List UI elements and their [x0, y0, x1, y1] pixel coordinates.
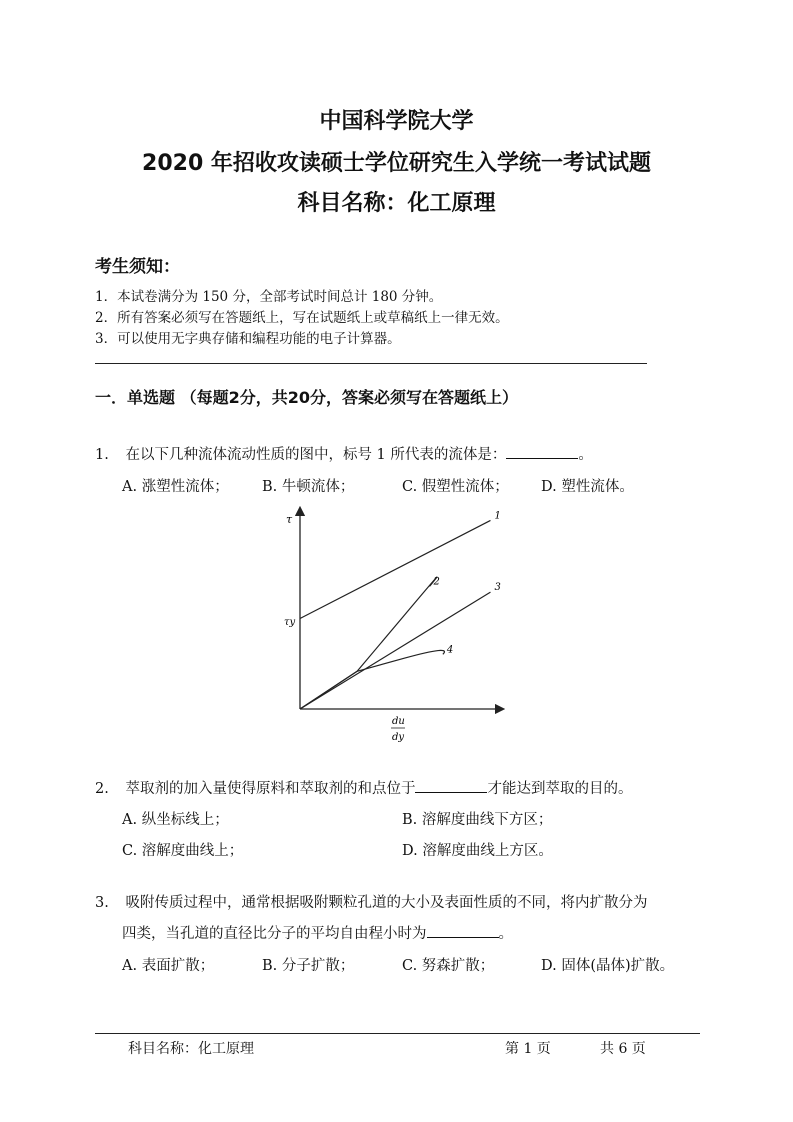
question-text: 吸附传质过程中，通常根据吸附颗粒孔道的大小及表面性质的不同，将内扩散分为: [125, 895, 648, 911]
question-number: 2.: [95, 781, 109, 797]
footer-page-number: 第 1 页: [505, 1041, 551, 1057]
footer-divider: [95, 1033, 700, 1034]
question-text: 四类，当孔道的直径比分子的平均自由程小时为: [122, 926, 427, 942]
option-d: D. 固体(晶体)扩散。: [541, 958, 675, 974]
option-d: D. 溶解度曲线上方区。: [402, 843, 553, 859]
series-1-label: 1: [494, 510, 501, 522]
series-1-line: [300, 520, 490, 618]
series-2-line: [300, 577, 437, 709]
question-3: [95, 891, 647, 912]
footer-subject: 科目名称：化工原理: [128, 1041, 254, 1057]
series-4-line: [300, 650, 444, 709]
option-b: B. 溶解度曲线下方区；: [402, 812, 553, 828]
option-d: D. 塑性流体。: [541, 479, 634, 495]
option-a: A. 纵坐标线上；: [122, 812, 229, 828]
x-axis-label-numerator: du: [392, 716, 405, 727]
series-2-label: 2: [433, 576, 440, 588]
option-b: B. 分子扩散；: [262, 958, 355, 974]
answer-blank: [506, 444, 578, 459]
option-c: C. 努森扩散；: [402, 958, 495, 974]
divider: [95, 363, 647, 364]
notice-item-3: 3．可以使用无字典存储和编程功能的电子计算器。: [95, 331, 401, 347]
notice-item-1: 1．本试卷满分为 150 分，全部考试时间总计 180 分钟。: [95, 289, 443, 305]
exam-title: 2020 年招收攻读硕士学位研究生入学统一考试试题: [142, 151, 651, 176]
answer-blank: [427, 923, 499, 938]
series-3-label: 3: [494, 582, 501, 594]
question-text-end: 。: [578, 447, 593, 463]
notice-heading: 考生须知：: [95, 257, 180, 277]
university-title: 中国科学院大学: [319, 109, 474, 134]
question-text-end: 才能达到萃取的目的。: [487, 781, 633, 797]
x-axis-label-denominator: dy: [392, 732, 405, 743]
series-3-line: [300, 592, 490, 709]
series-layer: [300, 510, 501, 709]
option-a: A. 表面扩散；: [122, 958, 215, 974]
notice-item-2: 2．所有答案必须写在答题纸上，写在试题纸上或草稿纸上一律无效。: [95, 310, 509, 326]
question-3-line-2: [122, 922, 513, 943]
question-text-end: 。: [498, 926, 513, 942]
question-number: 1.: [95, 447, 109, 463]
question-text: 在以下几种流体流动性质的图中，标号 1 所代表的流体是：: [125, 447, 507, 463]
section-heading: 一．单选题 （每题2分，共20分，答案必须写在答题纸上）: [95, 388, 518, 407]
option-c: C. 假塑性流体；: [402, 479, 509, 495]
question-1: [95, 443, 593, 464]
y-axis-label: τ: [286, 513, 293, 526]
question-2: [95, 777, 632, 798]
option-c: C. 溶解度曲线上；: [122, 843, 244, 859]
question-number: 3.: [95, 895, 109, 911]
yield-stress-label: τy: [284, 617, 296, 628]
series-4-label: 4: [446, 644, 454, 656]
subject-title: 科目名称：化工原理: [297, 191, 496, 216]
answer-blank: [415, 778, 487, 793]
footer-total-pages: 共 6 页: [600, 1041, 646, 1057]
option-b: B. 牛顿流体；: [262, 479, 355, 495]
question-text: 萃取剂的加入量使得原料和萃取剂的和点位于: [125, 781, 416, 797]
option-a: A. 涨塑性流体；: [122, 479, 229, 495]
rheology-chart: [280, 505, 510, 745]
